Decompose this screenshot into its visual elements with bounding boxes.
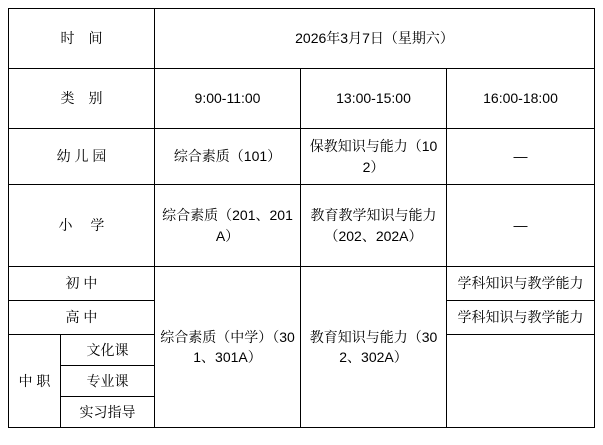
row-label-vocational: 中 职 bbox=[9, 335, 61, 428]
row-label-primary: 小 学 bbox=[9, 185, 155, 267]
senior-high-slot-3: 学科知识与教学能力 bbox=[447, 301, 595, 335]
header-slot-3: 16:00-18:00 bbox=[447, 69, 595, 129]
exam-schedule-table bbox=[8, 8, 595, 428]
vocational-sub-culture: 文化课 bbox=[61, 335, 155, 366]
row-label-senior-high: 高 中 bbox=[9, 301, 155, 335]
primary-slot-3: — bbox=[447, 185, 595, 267]
header-date: 2026年3月7日（星期六） bbox=[155, 9, 595, 69]
header-slot-2: 13:00-15:00 bbox=[301, 69, 447, 129]
table-header-row-date bbox=[9, 9, 595, 69]
table-row-junior-high bbox=[9, 267, 595, 301]
kindergarten-slot-1: 综合素质（101） bbox=[155, 129, 301, 185]
row-label-junior-high: 初 中 bbox=[9, 267, 155, 301]
table-row-kindergarten bbox=[9, 129, 595, 185]
header-category-label: 类 别 bbox=[9, 69, 155, 129]
primary-slot-2: 教育教学知识与能力（202、202A） bbox=[301, 185, 447, 267]
primary-slot-1: 综合素质（201、201A） bbox=[155, 185, 301, 267]
table-header-row-slots bbox=[9, 69, 595, 129]
junior-high-slot-3: 学科知识与教学能力 bbox=[447, 267, 595, 301]
vocational-sub-major: 专业课 bbox=[61, 366, 155, 397]
vocational-sub-internship: 实习指导 bbox=[61, 397, 155, 428]
kindergarten-slot-3: — bbox=[447, 129, 595, 185]
kindergarten-slot-2: 保教知识与能力（102） bbox=[301, 129, 447, 185]
header-time-label: 时 间 bbox=[9, 9, 155, 69]
secondary-slot-1: 综合素质（中学）（301、301A） bbox=[155, 267, 301, 428]
vocational-slot-3 bbox=[447, 335, 595, 428]
row-label-kindergarten: 幼 儿 园 bbox=[9, 129, 155, 185]
header-slot-1: 9:00-11:00 bbox=[155, 69, 301, 129]
table-row-primary bbox=[9, 185, 595, 267]
exam-schedule-sheet bbox=[0, 8, 603, 445]
secondary-slot-2: 教育知识与能力（302、302A） bbox=[301, 267, 447, 428]
